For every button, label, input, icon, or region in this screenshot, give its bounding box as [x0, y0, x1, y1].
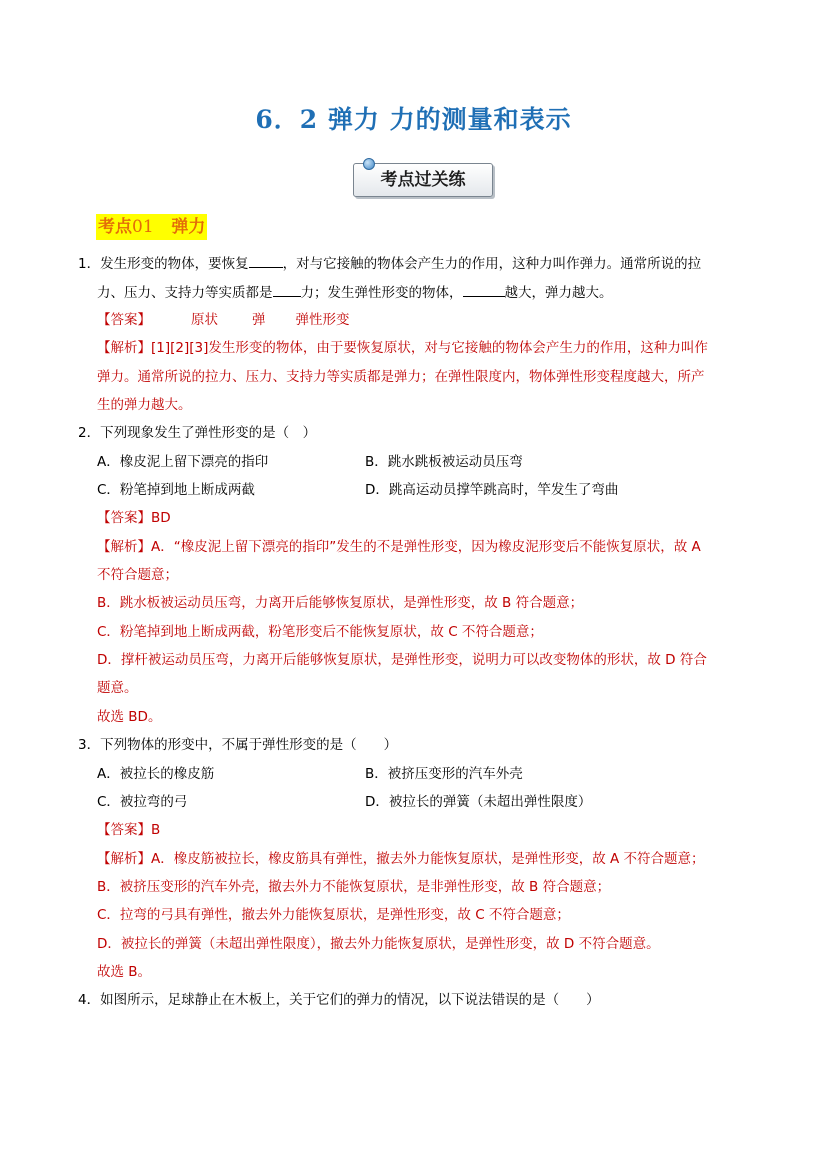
q2-analysis-line1: [97, 537, 701, 557]
q3-answer: [97, 820, 160, 840]
section-name: 弹力: [171, 217, 206, 237]
q1-analysis-line1: [97, 338, 708, 358]
section-prefix: 考点: [98, 217, 132, 237]
q2-analysis-text1: A．“橡皮泥上留下漂亮的指印”发生的不是弹性形变，因为橡皮泥形变后不能恢复原状，故 A: [151, 539, 701, 555]
section-number: 01: [132, 217, 154, 237]
q2-option-b: B．跳水跳板被运动员压弯: [365, 454, 523, 470]
q4-stem: 4．如图所示，足球静止在木板上，关于它们的弹力的情况，以下说法错误的是（ ）: [78, 992, 600, 1008]
q3-conclusion: 故选 B。: [97, 964, 152, 980]
q1-stem-line1: [78, 253, 701, 274]
q1-analysis-line3: 生的弹力越大。: [97, 397, 192, 413]
q3-analysis-line2: B．被挤压变形的汽车外壳，撤去外力不能恢复原状，是非弹性形变，故 B 符合题意；: [97, 879, 611, 895]
pin-icon: [363, 158, 375, 170]
q1-text-d: 力；发生弹性形变的物体，: [300, 285, 463, 301]
q2-analysis-line6: 题意。: [97, 680, 138, 696]
q3-stem: 3．下列物体的形变中，不属于弹性形变的是（ ）: [78, 737, 398, 753]
q2-conclusion: 故选 BD。: [97, 709, 162, 725]
analysis-label: 【解析】: [97, 340, 151, 356]
q1-answer-2: 弹: [252, 312, 266, 328]
q2-analysis-line2: 不符合题意；: [97, 567, 178, 583]
badge-label: 考点过关练: [380, 170, 466, 190]
page-title: 6．2 弹力 力的测量和表示: [255, 105, 572, 134]
q3-option-b: B．被挤压变形的汽车外壳: [365, 766, 523, 782]
q3-analysis-text1: A．橡皮筋被拉长，橡皮筋具有弹性，撤去外力能恢复原状，是弹性形变，故 A 不符合题意；: [151, 851, 705, 867]
q1-stem-line2: [97, 282, 613, 303]
q3-option-d: D．被拉长的弹簧（未超出弹性限度）: [365, 794, 592, 810]
q1-answer-3: 弹性形变: [295, 312, 350, 328]
q2-analysis-line4: C．粉笔掉到地上断成两截，粉笔形变后不能恢复原状，故 C 不符合题意；: [97, 624, 543, 640]
q3-analysis-line4: D．被拉长的弹簧（未超出弹性限度），撤去外力能恢复原状，是弹性形变，故 D 不符合题意。: [97, 936, 660, 952]
q1-text-b: ，对与它接触的物体会产生力的作用，这种力叫作弹力。通常所说的拉: [282, 256, 702, 272]
q1-analysis-line2: 弹力。通常所说的拉力、压力、支持力等实质都是弹力；在弹性限度内，物体弹性形变程度越大，所产: [97, 369, 705, 385]
q2-answer-value: BD: [151, 510, 171, 526]
q2-answer: [97, 508, 171, 528]
q2-option-d: D．跳高运动员撑竿跳高时，竿发生了弯曲: [365, 482, 619, 498]
answer-label: 【答案】: [97, 510, 151, 526]
q2-option-c: C．粉笔掉到地上断成两截: [97, 482, 255, 498]
q3-option-c: C．被拉弯的弓: [97, 794, 188, 810]
q3-option-a: A．被拉长的橡皮筋: [97, 766, 215, 782]
q1-text-e: 越大，弹力越大。: [504, 285, 613, 301]
q2-option-a: A．橡皮泥上留下漂亮的指印: [97, 454, 269, 470]
analysis-label: 【解析】: [97, 851, 151, 867]
q1-blank-1: [249, 253, 283, 268]
section-badge: [353, 163, 493, 197]
answer-label: 【答案】: [97, 312, 151, 328]
q1-blank-3: [463, 282, 505, 297]
answer-label: 【答案】: [97, 822, 151, 838]
q2-analysis-line3: B．跳水板被运动员压弯，力离开后能够恢复原状，是弹性形变，故 B 符合题意；: [97, 595, 584, 611]
q1-blank-2: [273, 282, 301, 297]
q3-analysis-line3: C．拉弯的弓具有弹性，撤去外力能恢复原状，是弹性形变，故 C 不符合题意；: [97, 907, 570, 923]
q1-analysis-text1: [1][2][3]发生形变的物体，由于要恢复原状，对与它接触的物体会产生力的作用，这种力叫作: [151, 340, 708, 356]
q2-analysis-line5: D．撑杆被运动员压弯，力离开后能够恢复原状，是弹性形变，说明力可以改变物体的形状，故 D 符合: [97, 652, 707, 668]
q1-answer-1: 原状: [191, 312, 218, 328]
q3-answer-value: B: [151, 822, 161, 838]
section-heading: [96, 214, 207, 240]
q1-text-c: 力、压力、支持力等实质都是: [97, 285, 273, 301]
q1-answer: [97, 310, 350, 330]
q2-stem: 2．下列现象发生了弹性形变的是（ ）: [78, 425, 317, 441]
analysis-label: 【解析】: [97, 539, 151, 555]
q3-analysis-line1: [97, 849, 705, 869]
q1-text-a: 1．发生形变的物体，要恢复: [78, 256, 249, 272]
